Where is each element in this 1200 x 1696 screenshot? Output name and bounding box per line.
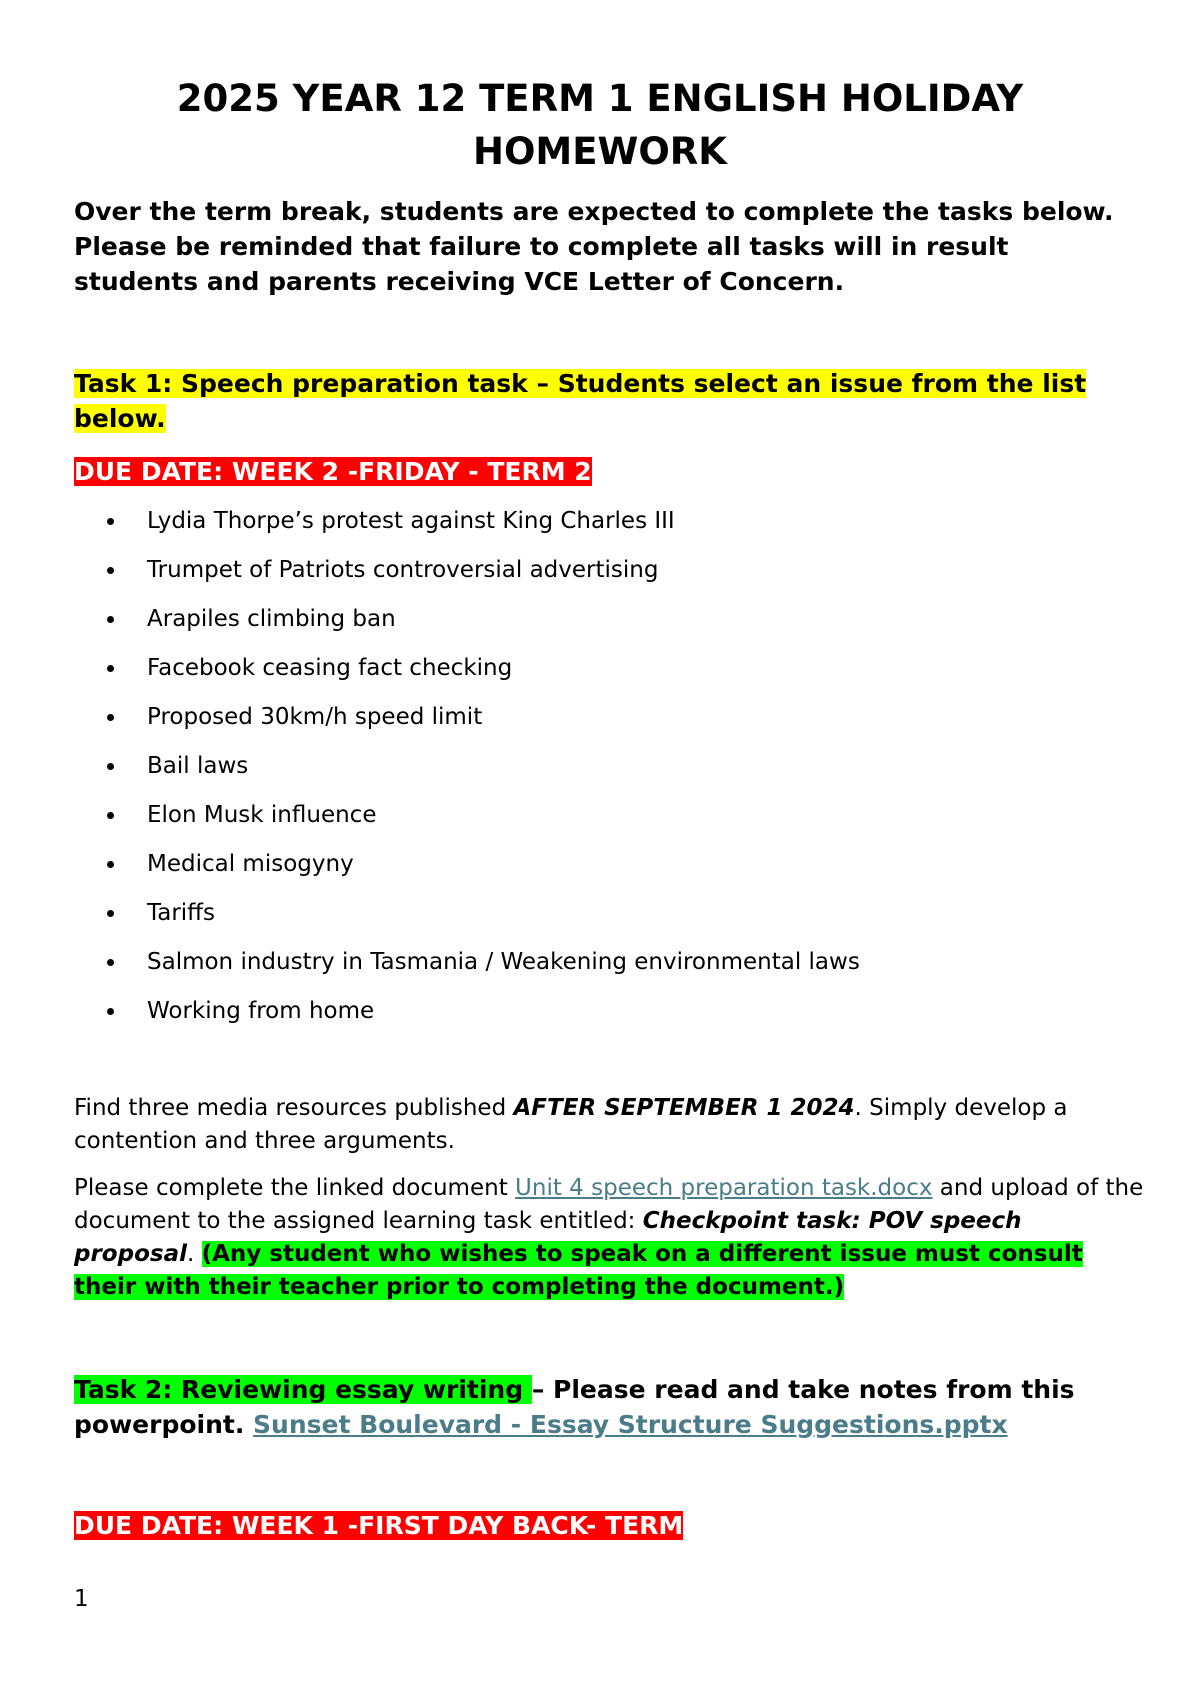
page-number: 1 — [74, 1586, 89, 1612]
task1-due-date — [74, 454, 592, 489]
bullet-icon — [107, 959, 114, 966]
issue-label: Arapiles climbing ban — [147, 606, 396, 632]
list-item — [74, 745, 860, 794]
list-item — [74, 696, 860, 745]
intro-paragraph: Over the term break, students are expected to complete the tasks below. Please be reminded that failure to complete all tasks will in result students and parents receiving VCE Letter of Concern. — [74, 197, 1114, 296]
list-item — [74, 843, 860, 892]
list-item — [74, 941, 860, 990]
issue-label: Trumpet of Patriots controversial advertising — [147, 557, 659, 583]
task1-due-date-text: DUE DATE: WEEK 2 -FRIDAY - TERM 2 — [74, 457, 592, 486]
list-item — [74, 500, 860, 549]
issue-label: Salmon industry in Tasmania / Weakening environmental laws — [147, 949, 860, 975]
issue-label: Bail laws — [147, 753, 249, 779]
issue-label: Lydia Thorpe’s protest against King Charles III — [147, 508, 675, 534]
para2-text-middle: and upload of the document to the assigned learning task entitled: — [74, 1175, 1144, 1234]
instructions-paragraph — [74, 1172, 1144, 1304]
issue-label: Proposed 30km/h speed limit — [147, 704, 483, 730]
task1-heading-text: Task 1: Speech preparation task – Students select an issue from the list below. — [74, 369, 1087, 433]
bullet-icon — [107, 1008, 114, 1015]
issue-label: Elon Musk influence — [147, 802, 377, 828]
bullet-icon — [107, 714, 114, 721]
media-resources-paragraph — [74, 1092, 1144, 1158]
powerpoint-link[interactable]: Sunset Boulevard - Essay Structure Suggestions.pptx — [253, 1410, 1008, 1439]
bullet-icon — [107, 910, 114, 917]
issue-label: Facebook ceasing fact checking — [147, 655, 513, 681]
issue-label: Medical misogyny — [147, 851, 354, 877]
para2-text: Please complete the linked document — [74, 1175, 516, 1201]
bullet-icon — [107, 812, 114, 819]
page-title: 2025 YEAR 12 TERM 1 ENGLISH HOLIDAY HOMEWORK — [176, 77, 1024, 173]
task2-due-date — [74, 1508, 683, 1543]
list-item — [74, 549, 860, 598]
bullet-icon — [107, 567, 114, 574]
list-item — [74, 892, 860, 941]
different-issue-note: (Any student who wishes to speak on a different issue must consult their with their teacher prior to completing the document.) — [74, 1241, 1083, 1300]
issue-label: Working from home — [147, 998, 375, 1024]
task2-instructions: – Please read and take notes from this powerpoint. — [74, 1375, 1075, 1439]
list-item — [74, 598, 860, 647]
task-name-emphasis: Checkpoint task: POV speech proposal — [74, 1208, 1022, 1267]
task2-due-date-text: DUE DATE: WEEK 1 -FIRST DAY BACK- TERM — [74, 1511, 684, 1540]
para1-text-end: . Simply develop a contention and three arguments. — [74, 1095, 1068, 1154]
list-item — [74, 990, 860, 1039]
para2-text-end: . — [186, 1241, 202, 1267]
task1-heading — [74, 366, 1134, 436]
list-item — [74, 794, 860, 843]
bullet-icon — [107, 616, 114, 623]
task2-heading-text: Task 2: Reviewing essay writing — [74, 1375, 532, 1404]
bullet-icon — [107, 518, 114, 525]
para1-text: Find three media resources published — [74, 1095, 514, 1121]
bullet-icon — [107, 861, 114, 868]
date-emphasis: AFTER SEPTEMBER 1 2024 — [513, 1095, 855, 1121]
issue-list — [74, 500, 860, 1039]
issue-label: Tariffs — [147, 900, 216, 926]
bullet-icon — [107, 665, 114, 672]
task2-heading — [74, 1372, 1154, 1442]
list-item — [74, 647, 860, 696]
bullet-icon — [107, 763, 114, 770]
speech-task-document-link[interactable]: Unit 4 speech preparation task.docx — [515, 1175, 933, 1201]
